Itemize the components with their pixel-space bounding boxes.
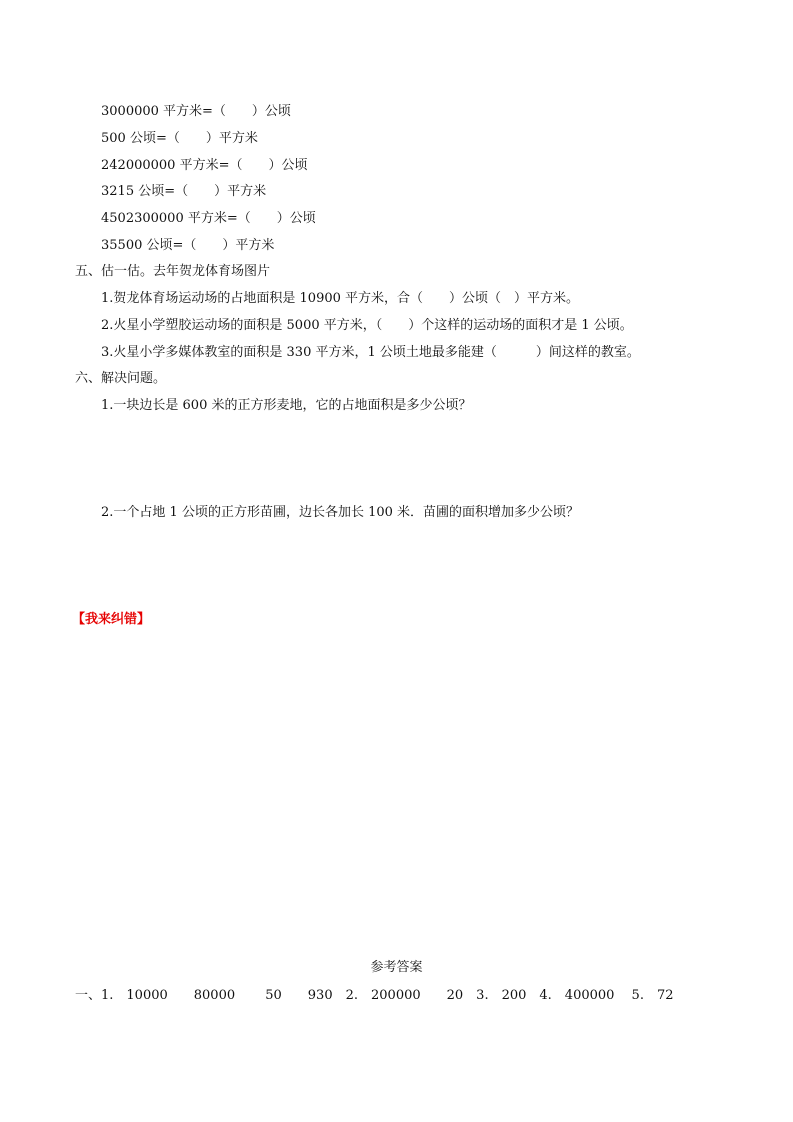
section-6-item-1: 1.一块边长是 600 米的正方形麦地，它的占地面积是多少公顷？ [101, 398, 472, 413]
section-5-heading: 五、估一估。去年贺龙体育场图片 [75, 264, 271, 279]
correction-label: 【我来纠错】 [72, 612, 151, 627]
section-6-heading: 六、解决问题。 [75, 371, 167, 386]
section-5-item-3: 3.火星小学多媒体教室的面积是 330 平方米，1 公顷土地最多能建（ ）间这样的教室。 [101, 345, 640, 360]
conversion-line-4: 3215 公顷=（ ）平方米 [101, 184, 267, 199]
answers-line: 一、1. 10000 80000 50 930 2. 200000 20 3. 200 4. 400000 5. 72 [75, 988, 674, 1003]
answers-title: 参考答案 [370, 960, 423, 975]
conversion-line-3: 242000000 平方米=（ ）公顷 [101, 158, 308, 173]
section-6-item-2: 2.一个占地 1 公顷的正方形苗圃，边长各加长 100 米．苗圃的面积增加多少公顷？ [101, 505, 580, 520]
conversion-line-2: 500 公顷=（ ）平方米 [101, 131, 258, 146]
section-5-item-2: 2.火星小学塑胶运动场的面积是 5000 平方米，（ ）个这样的运动场的面积才是 1 公顷。 [101, 318, 633, 333]
conversion-line-1: 3000000 平方米=（ ）公顷 [101, 104, 291, 119]
conversion-line-5: 4502300000 平方米=（ ）公顷 [101, 211, 316, 226]
section-5-item-1: 1.贺龙体育场运动场的占地面积是 10900 平方米，合（ ）公顷（ ）平方米。 [101, 291, 580, 306]
conversion-line-6: 35500 公顷=（ ）平方米 [101, 238, 275, 253]
